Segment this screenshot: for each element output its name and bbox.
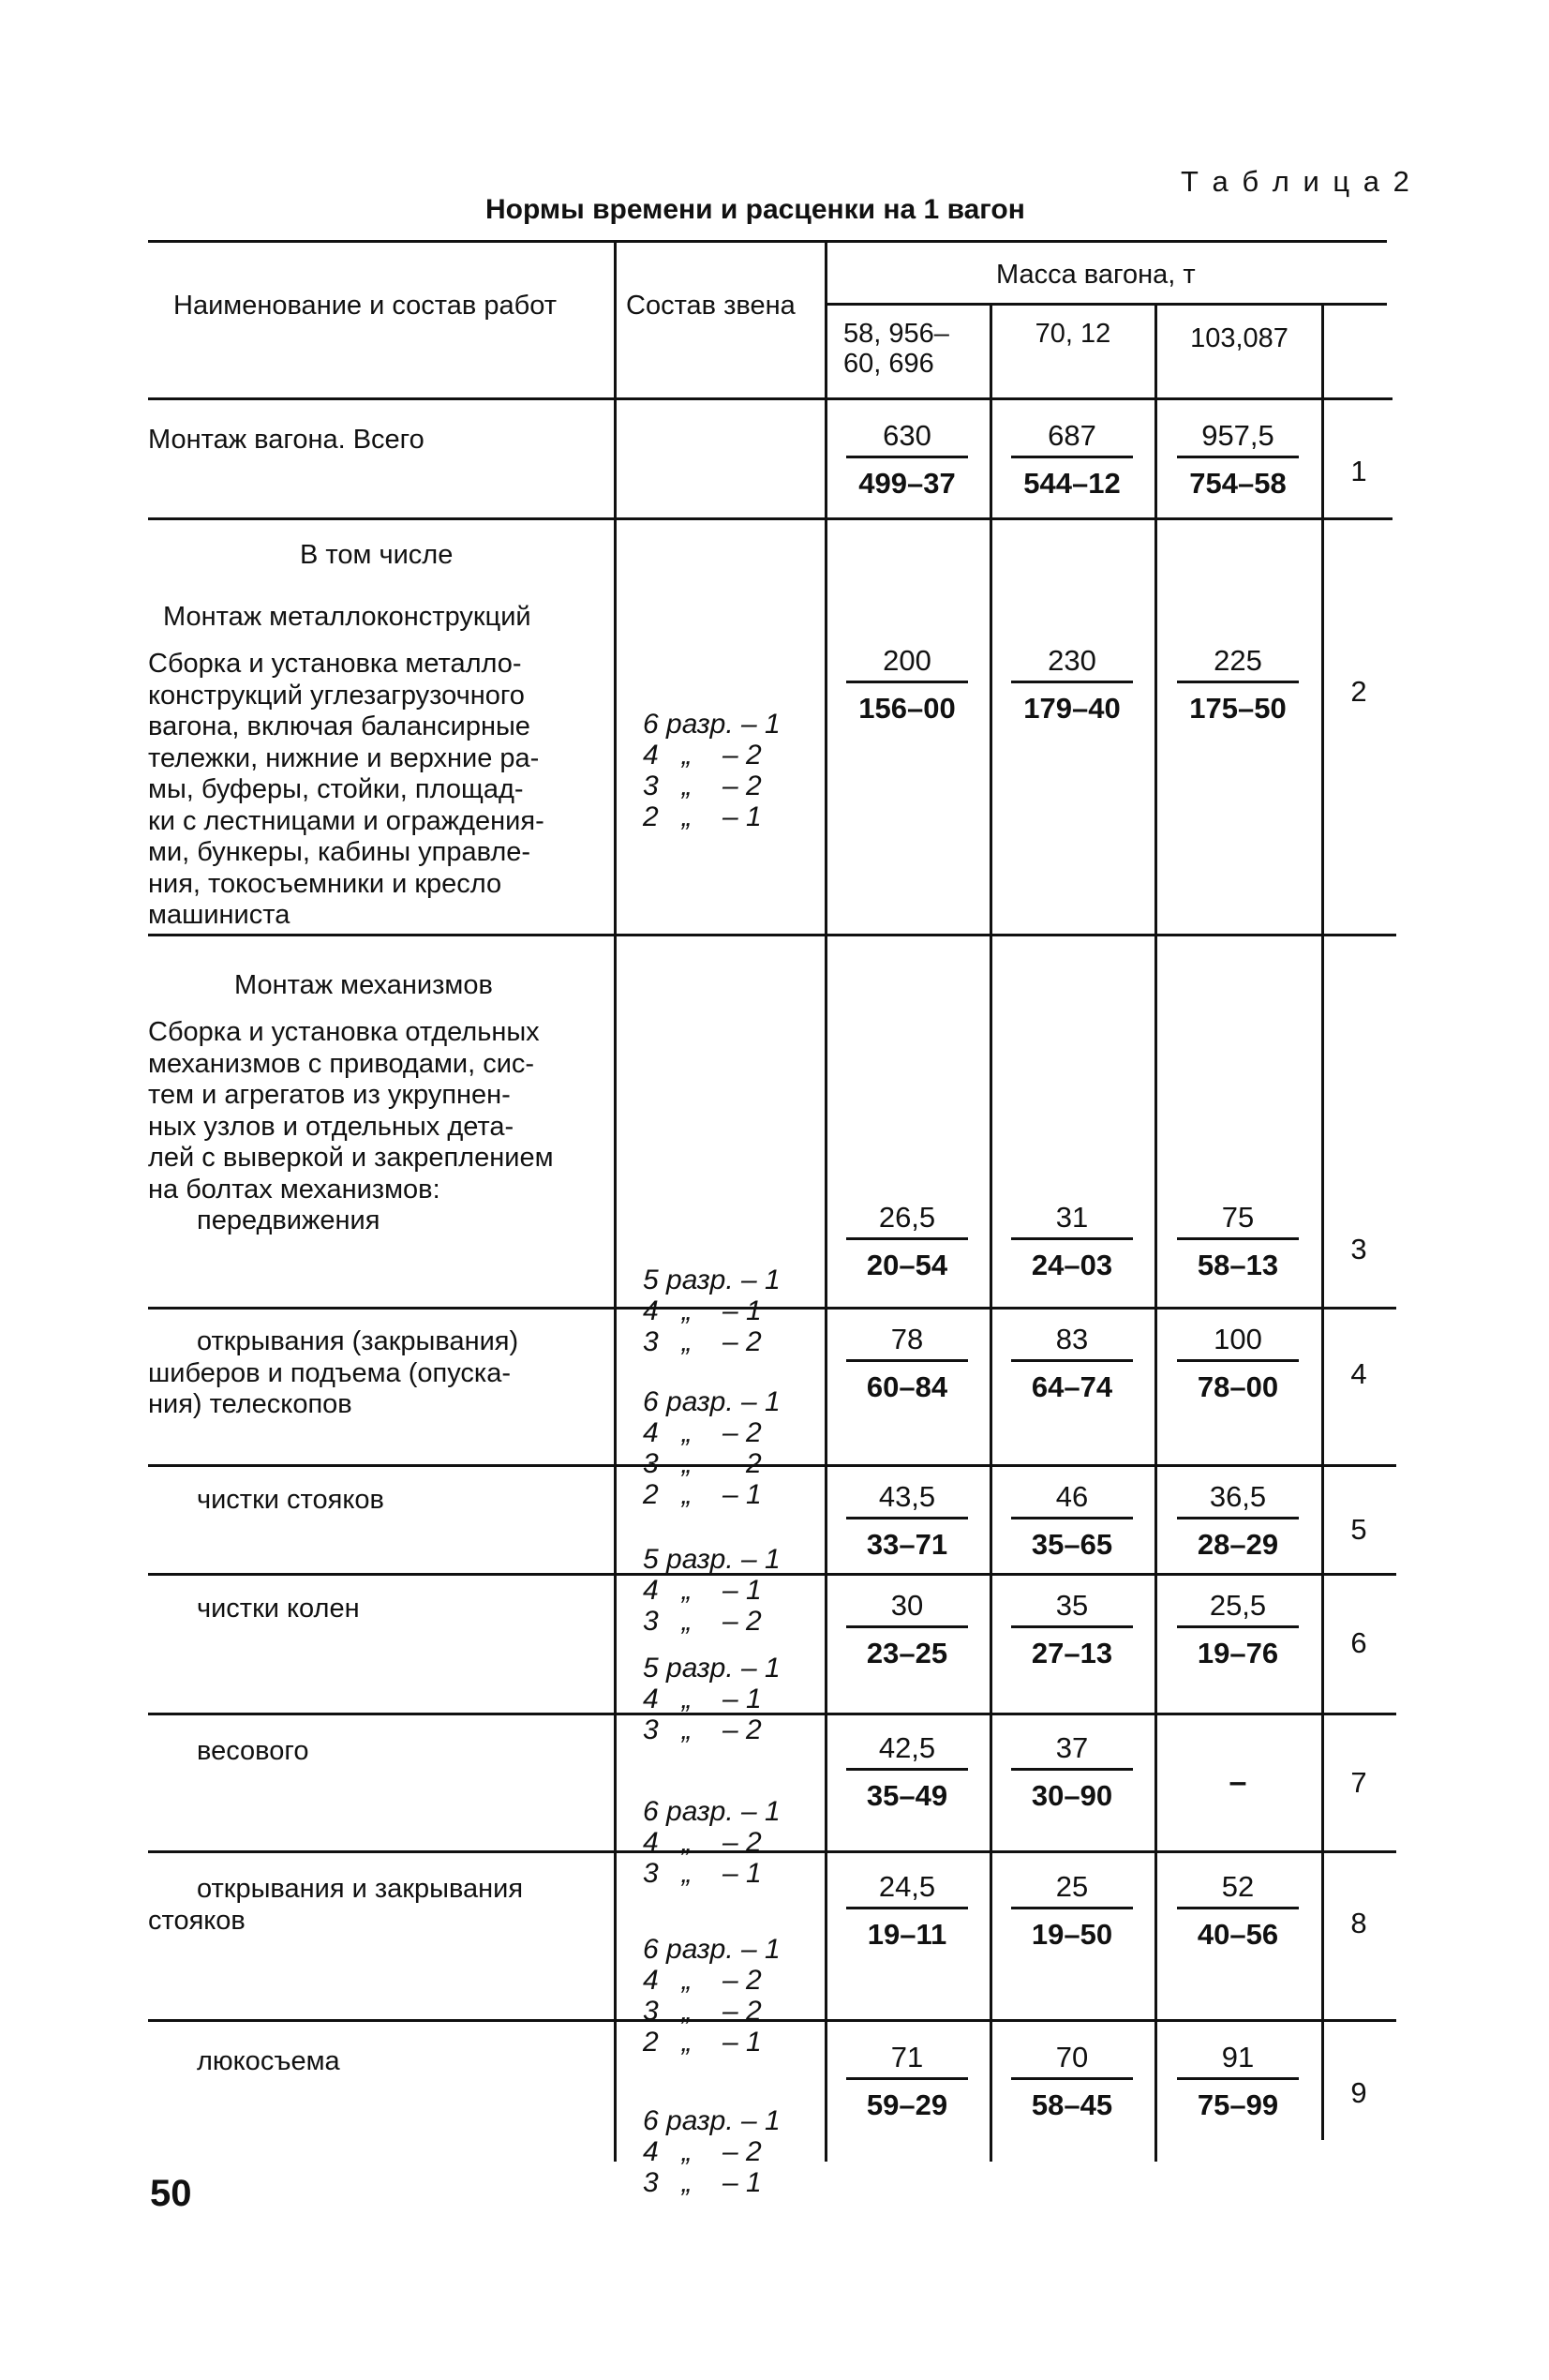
col-header-mass: Масса вагона, т [996, 260, 1196, 290]
value-cell: 36,5 28–29 [1168, 1479, 1308, 1563]
value-cell: 100 78–00 [1168, 1322, 1308, 1405]
row7-name: весового [197, 1736, 309, 1766]
value-cell: 70 58–45 [1002, 2040, 1142, 2123]
crew-cell: 5 разр. – 1 4 „ – 1 3 „ – 2 [643, 1544, 781, 1637]
page-number: 50 [150, 2173, 192, 2214]
crew-cell: 6 разр. – 1 4 „ – 2 3 „ – 2 2 „ – 1 [643, 1386, 781, 1510]
value-cell: 37 30–90 [1002, 1730, 1142, 1814]
value-cell: 52 40–56 [1168, 1869, 1308, 1953]
section-metal: Монтаж металлоконструкций [163, 602, 531, 632]
crew-cell: 6 разр. – 1 4 „ – 2 3 „ – 1 [643, 1796, 781, 1889]
value-cell: 31 24–03 [1002, 1200, 1142, 1283]
col-header-crew: Состав звена [626, 291, 796, 321]
value-cell: 35 27–13 [1002, 1588, 1142, 1671]
row1-name: Монтаж вагона. Всего [148, 425, 424, 455]
value-cell: 630 499–37 [837, 418, 977, 501]
section-mech: Монтаж механизмов [234, 970, 493, 1000]
crew-cell: 6 разр. – 1 4 „ – 2 3 „ – 1 [643, 2105, 781, 2198]
col-header-work: Наименование и состав работ [173, 291, 557, 321]
value-cell: 75 58–13 [1168, 1200, 1308, 1283]
crew-cell: 6 разр. – 1 4 „ – 2 3 „ – 2 2 „ – 1 [643, 709, 781, 832]
value-cell: 30 23–25 [837, 1588, 977, 1671]
section-incl: В том числе [300, 540, 454, 570]
value-cell: 200 156–00 [837, 643, 977, 726]
row-number: 5 [1350, 1513, 1367, 1546]
col-header-mass-2: 70, 12 [1035, 319, 1111, 349]
row-number: 1 [1350, 455, 1367, 487]
crew-cell: 5 разр. – 1 4 „ – 1 3 „ – 2 [643, 1653, 781, 1745]
row6-name: чистки колен [197, 1594, 360, 1624]
table-title: Нормы времени и расценки на 1 вагон [485, 194, 1025, 225]
row9-name: люкосъема [197, 2046, 340, 2076]
value-cell: 26,5 20–54 [837, 1200, 977, 1283]
row-number: 7 [1350, 1766, 1367, 1799]
row2-name: Сборка и установка металло- конструкций углезагрузочного вагона, включая балансирные тележки, нижние и верхние ра- мы, буферы, стойки, площад- ки с лестницами и ограждения- ми, бункеры, кабины управле- ния, токосъемники и кресло машиниста [148, 649, 544, 930]
value-cell: 24,5 19–11 [837, 1869, 977, 1953]
row-number: 8 [1350, 1907, 1367, 1939]
row-number: 9 [1350, 2076, 1367, 2109]
value-cell: 25 19–50 [1002, 1869, 1142, 1953]
row3-name: Сборка и установка отдельных механизмов с приводами, сис- тем и агрегатов из укрупнен- ных узлов и отдельных дета- лей с выверкой и закреплением на болтах механизмов: передвижения [148, 1017, 554, 1235]
value-cell: 25,5 19–76 [1168, 1588, 1308, 1671]
row4-name: открывания (закрывания) шиберов и подъема (опуска- ния) телескопов [148, 1326, 519, 1419]
value-cell: 42,5 35–49 [837, 1730, 977, 1814]
col-header-mass-3: 103,087 [1190, 323, 1288, 353]
value-cell: 230 179–40 [1002, 643, 1142, 726]
value-cell: 687 544–12 [1002, 418, 1142, 501]
value-cell: 957,5 754–58 [1168, 418, 1308, 501]
row-number: 3 [1350, 1233, 1367, 1265]
crew-cell: 6 разр. – 1 4 „ – 2 3 „ – 2 2 „ – 1 [643, 1934, 781, 2058]
row-number: 6 [1350, 1626, 1367, 1659]
value-cell: 46 35–65 [1002, 1479, 1142, 1563]
row5-name: чистки стояков [197, 1485, 384, 1515]
value-cell: 225 175–50 [1168, 643, 1308, 726]
crew-cell: 5 разр. – 1 4 „ – 1 3 „ – 2 [643, 1265, 781, 1357]
row-number: 2 [1350, 675, 1367, 708]
row-number: 4 [1350, 1357, 1367, 1390]
value-cell: 78 60–84 [837, 1322, 977, 1405]
value-cell: 91 75–99 [1168, 2040, 1308, 2123]
value-cell: 71 59–29 [837, 2040, 977, 2123]
table-label: Т а б л и ц а 2 [1181, 165, 1412, 198]
value-cell: 43,5 33–71 [837, 1479, 977, 1563]
empty-value-dash: – [1229, 1764, 1247, 1800]
col-header-mass-1: 58, 956– 60, 696 [843, 319, 949, 379]
row8-name: открывания и закрывания стояков [148, 1874, 524, 1936]
value-cell: 83 64–74 [1002, 1322, 1142, 1405]
